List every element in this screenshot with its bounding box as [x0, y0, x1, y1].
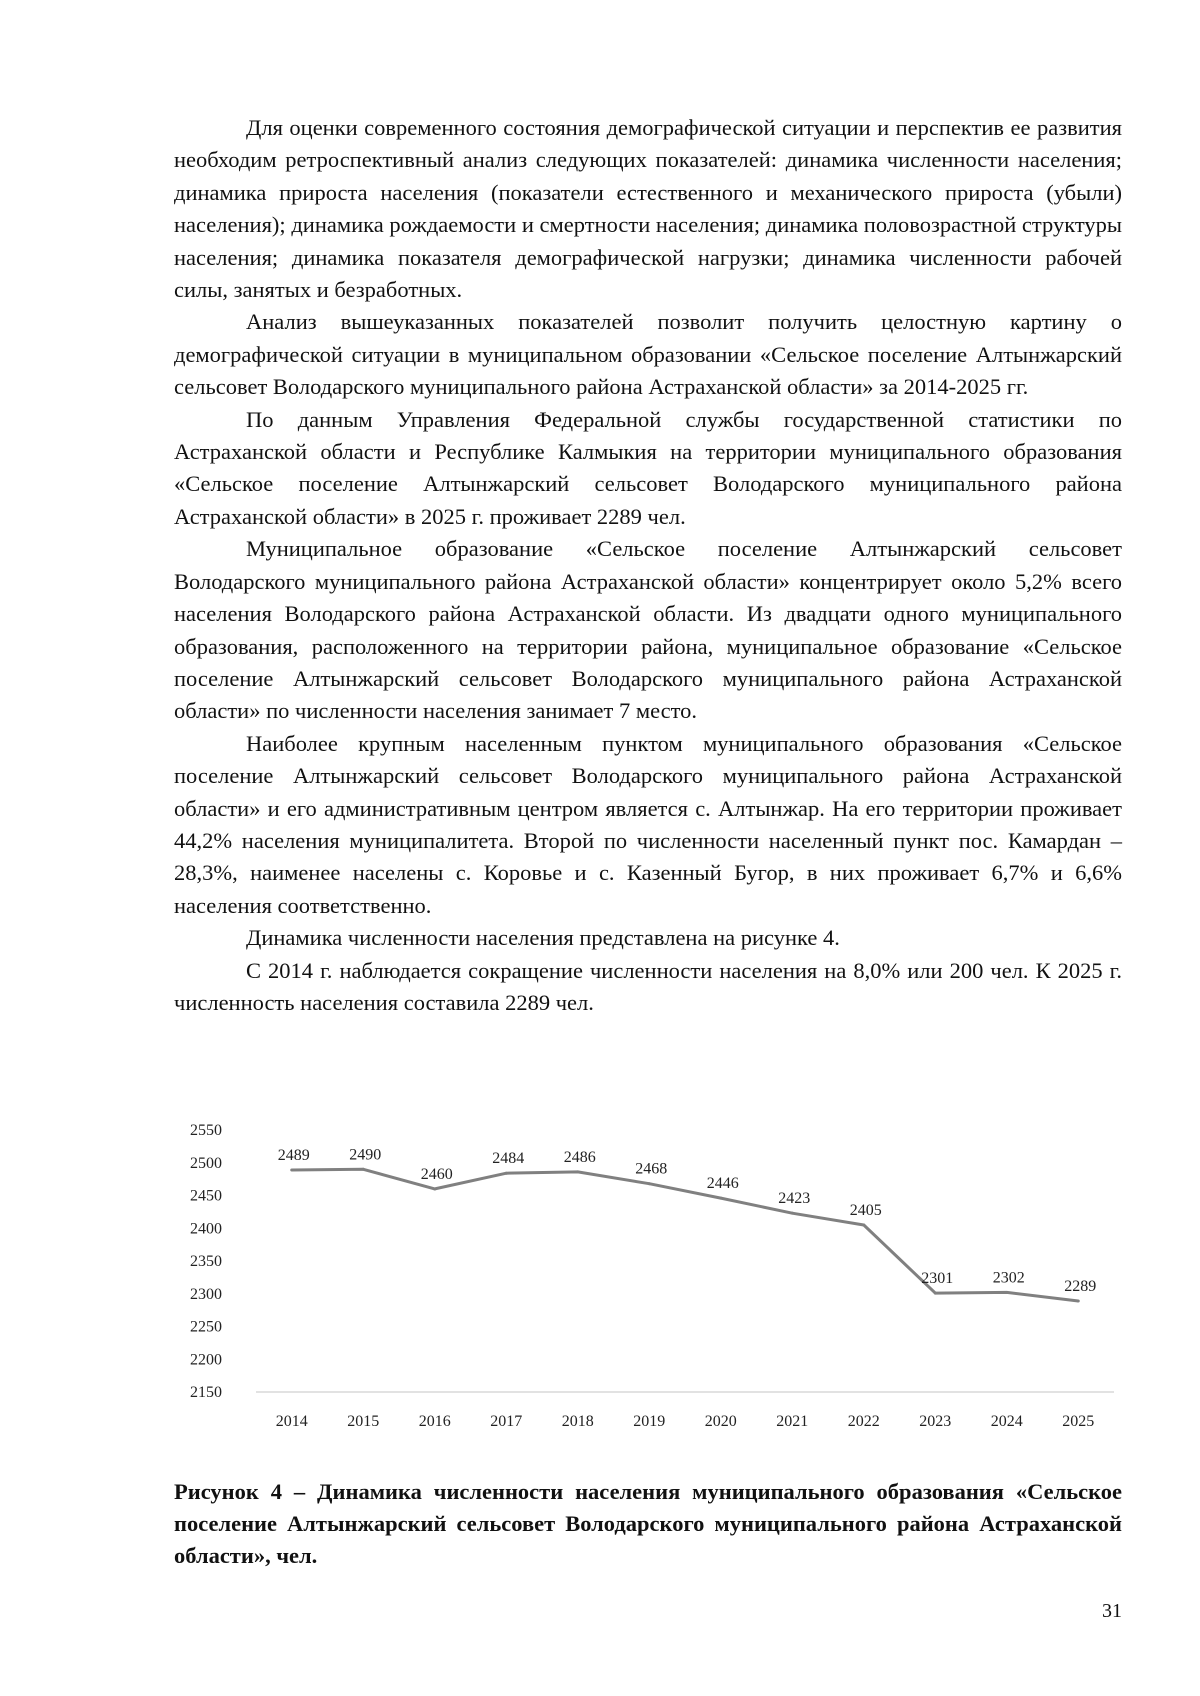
data-label: 2460 — [420, 1165, 453, 1183]
data-point — [433, 1187, 436, 1190]
y-tick-label: 2400 — [190, 1220, 222, 1238]
data-label: 2423 — [778, 1190, 811, 1208]
y-tick-label: 2500 — [190, 1154, 222, 1172]
data-label: 2468 — [635, 1160, 668, 1178]
y-tick-label: 2350 — [190, 1253, 222, 1270]
y-tick-label: 2450 — [190, 1187, 222, 1205]
x-tick-label: 2020 — [704, 1413, 737, 1430]
x-tick-label: 2025 — [1062, 1413, 1095, 1430]
x-tick-label: 2014 — [275, 1413, 308, 1430]
data-label: 2301 — [921, 1270, 954, 1288]
y-tick-label: 2250 — [190, 1318, 222, 1336]
data-point — [576, 1170, 579, 1173]
data-label: 2446 — [706, 1175, 739, 1193]
page-number: 31 — [1102, 1600, 1122, 1622]
data-point — [362, 1168, 365, 1171]
x-tick-label: 2024 — [990, 1413, 1023, 1430]
paragraph: Муниципальное образование «Сельское поселение Алтынжарский сельсовет Володарского муниципального района Астраханской области» концентрирует около 5,2% всего населения Володарского района Астраханской области. Из двадцати одного муниципального образования, расположенного на территории района, муниципальное образование «Сельское поселение Алтынжарский сельсовет Володарского муниципального района Астраханской области» по численности населения занимает 7 место. — [174, 536, 1122, 724]
data-label: 2302 — [992, 1269, 1025, 1287]
data-point — [290, 1168, 293, 1171]
paragraph: Для оценки современного состояния демографической ситуации и перспектив ее развития необходим ретроспективный анализ следующих показателей: динамика численности населения; динамика прироста населения (показатели естественного и механического прироста (убыли) населения); динамика рождаемости и смертности населения; динамика половозрастной структуры населения; динамика показателя демографической нагрузки; динамика численности рабочей силы, занятых и безработных. — [174, 115, 1122, 303]
population-chart — [174, 1122, 1122, 1462]
x-tick-label: 2023 — [919, 1413, 952, 1430]
paragraph: Динамика численности населения представлена на рисунке 4. — [246, 925, 840, 951]
data-point — [719, 1197, 722, 1200]
data-point — [934, 1292, 937, 1295]
paragraph: Наиболее крупным населенным пунктом муниципального образования «Сельское поселение Алтынжарский сельсовет Володарского муниципального района Астраханской области» и его административным центром является с. Алтынжар. На его территории проживает 44,2% населения муниципалитета. Второй по численности населенный пункт пос. Камардан – 28,3%, наименее населены с. Коровье и с. Казенный Бугор, в них проживает 6,7% и 6,6% населения соответственно. — [174, 730, 1122, 918]
series-line — [292, 1169, 1079, 1301]
data-label: 2484 — [492, 1150, 525, 1168]
y-tick-label: 2200 — [190, 1351, 222, 1369]
paragraph: По данным Управления Федеральной службы государственной статистики по Астраханской области и Республике Калмыкия на территории муниципального образования «Сельское поселение Алтынжарский сельсовет Володарского муниципального района Астраханской области» в 2025 г. проживает 2289 чел. — [174, 406, 1122, 529]
x-tick-label: 2015 — [347, 1413, 380, 1430]
x-tick-label: 2018 — [561, 1413, 594, 1430]
y-tick-label: 2550 — [190, 1122, 222, 1139]
data-point — [1077, 1299, 1080, 1302]
figure-caption: Рисунок 4 – Динамика численности населения муниципального образования «Сельское поселение Алтынжарский сельсовет Володарского муниципального района Астраханской области», чел. — [174, 1479, 1122, 1568]
data-point — [1005, 1291, 1008, 1294]
data-label: 2490 — [349, 1146, 382, 1164]
x-tick-label: 2021 — [776, 1413, 809, 1430]
data-label: 2289 — [1064, 1277, 1097, 1295]
data-label: 2486 — [563, 1148, 596, 1166]
data-label: 2489 — [277, 1146, 310, 1164]
line-chart — [174, 1122, 1122, 1462]
y-tick-label: 2300 — [190, 1285, 222, 1303]
paragraph: Анализ вышеуказанных показателей позволит получить целостную картину о демографической ситуации в муниципальном образовании «Сельское поселение Алтынжарский сельсовет Володарского муниципального района Астраханской области» за 2014-2025 гг. — [174, 309, 1122, 400]
data-point — [505, 1172, 508, 1175]
data-label: 2405 — [849, 1201, 882, 1219]
data-point — [791, 1212, 794, 1215]
x-tick-label: 2016 — [418, 1413, 451, 1430]
x-tick-label: 2017 — [490, 1413, 523, 1430]
x-tick-label: 2019 — [633, 1413, 666, 1430]
data-point — [648, 1182, 651, 1185]
x-tick-label: 2022 — [847, 1413, 880, 1430]
data-point — [862, 1223, 865, 1226]
y-tick-label: 2150 — [190, 1384, 222, 1401]
body-text — [174, 112, 1122, 1019]
paragraph: С 2014 г. наблюдается сокращение численности населения на 8,0% или 200 чел. К 2025 г. численность населения составила 2289 чел. — [174, 957, 1122, 1015]
